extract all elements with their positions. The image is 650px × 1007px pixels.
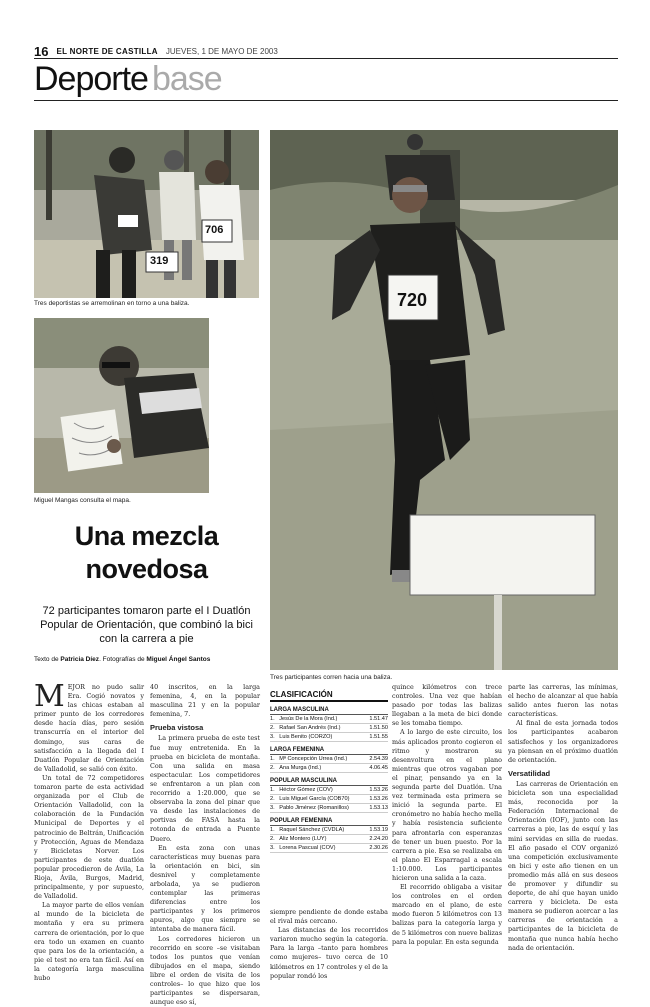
deck: 72 participantes tomaron parte el I Duatlón Popular de Orientación, que combinó la bici con la carrera a pie [40,605,253,645]
subhead: Versatilidad [508,768,551,778]
byline-prefix: Texto de [34,656,59,663]
paragraph: Al final de esta jornada todos los participantes acabaron satisfechos y los organizadores ya piensan en el próximo duatlón de orientación. [508,719,618,764]
table-row: 1. Raquel Sánchez (CVDLA) 1.53.19 [270,827,388,833]
section-sub: base [151,60,222,98]
bib-number: 706 [205,224,224,236]
classification-title: CLASIFICACIÓN [270,690,388,702]
group-header: POPULAR FEMENINA [270,818,388,826]
group-larga-masculina [270,707,388,742]
group-header: LARGA FEMENINA [270,747,388,755]
photo-map-reading [34,318,209,493]
group-header: POPULAR MASCULINA [270,778,388,786]
paragraph: Las distancias de los recorridos variaron mucho según la categoría. Para la larga –tanto para hombres como mujeres– tuvo cerca de 10 kilómetros en 17 controles y el de la popular rondó los [270,926,388,980]
classification-table [270,690,388,853]
article-column-3 [270,908,388,980]
newspaper-name: EL NORTE DE CASTILLA [56,46,158,56]
photo-athletes-illustration [34,130,259,298]
headline-line-2: novedosa [85,554,208,584]
paragraph: La primera prueba de este test fue muy entretenida. En la prueba en bicicleta de montaña. Con una salida en masa espectacular. Los competidores se enfrentaron a un plan con recorrido a 1:20.000, que se observaba la zona del pinar que va desde las instalaciones de portivas de FASA hasta la rotonda de entrada a Puente Duero. [150,734,260,843]
bib-number: 319 [150,255,169,267]
table-row: 2. Rafael San Andrés (Ind.) 1.51.50 [270,725,388,731]
article-column-5 [508,683,618,973]
table-row: 3. Pablo Jiménez (Romanillos) 1.53.13 [270,805,388,811]
paragraph: Las carreras de Orientación en bicicleta son una especialidad más, reconocida por la Federación Internacional de Orientación (IOF), junto con las carreras a pie, las de esquí y las mini servidas en silla de ruedas. El año pasado el COV organizó una competición exclusivamente en bici y este año tienen en un promedio más allá en sus deseos de promover y difundir su deporte, de ahí que hayan unido carrera y bicicleta. De esta manera se pudieron acercar a las carreras de orientación a participantes de la bicicleta de montaña que nunca había hecho nada de orientación. [508,779,618,952]
paragraph: EJOR no pudo salir Era. Cogió novatos y las chicas estaban al primer punto de los corredores desde hacía días, pero sesión transcurría en el interior del domingo, sus caras de satisfacción a la llegada del I Duatlón Popular de Orientación de Valladolid, se salió con éxito. [34,683,144,773]
photo-runner [270,130,618,670]
table-row: 3. Luis Benito (CORZO) 1.51.55 [270,734,388,740]
table-row: 2. Luis Miguel García (COB70) 1.53.26 [270,796,388,802]
headline-line-1: Una mezcla [74,521,219,551]
paragraph: quince kilómetros con trece controles. Una vez que habían pasado por todas las balizas llegaban a la meta de bici donde se les tomaba tiempo. [392,683,502,728]
article-column-1 [34,679,144,982]
paragraph: siempre pendiente de donde estaba el rival más cercano. [270,908,388,926]
paragraph: El recorrido obligaba a visitar los controles en el orden marcado en el plano, de este modo fueron 5 kilómetros con 13 balizas para la categoría larga y de 5 kilómetros con nueve balizas para la popular. En esta segunda [392,883,502,946]
paragraph: A lo largo de este circuito, los más aplicados pronto cogieron el ritmo y mostraron su desenvoltura en el plano mientras que otros vagaban por el pinar, pensando ya en la segunda parte del Duatlón. Una vez terminada esta primera se inició la segunda parte. El cronómetro no había hecho mella y había resistencia suficiente para afrontarla con esperanzas de tener un buen puesto. Por la carrera a pie. Esa se realizaba en el plano El Esparragal a escala 1:10.000. Los participantes hicieron una salida a la caza. [392,728,502,882]
issue-date: JUEVES, 1 DE MAYO DE 2003 [165,46,278,56]
paragraph: En esta zona con unas características muy buenas para la orientación en bici, sin desnivel y completamente arbolada, ya se pudieron contemplar las primeras diferencias entre los participantes y los primeros apuros, algo que siempre se intentaba de manera fácil. [150,843,260,934]
section-main: Deporte [34,60,148,98]
photo1-caption: Tres deportistas se arremolinan en torno a una baliza. [34,300,190,307]
section-title [34,60,222,100]
paragraph: Un total de 72 competidores tomaron parte de esta actividad organizada por el Club de Orientación Valladolid, con la colaboración de la Fundación Municipal de Deportes y el patrocinio de Beltrán, Unificación y Protección, Aguas de Mendaza y Bicicletas Norver. Los participantes de este duatlón popular procedieron de Ávila, La Rioja, Ávila, Burgos, Madrid, principalmente, y por supuesto, de Valladolid. [34,773,144,901]
photo3-caption: Tres participantes corren hacia una baliza. [270,674,393,681]
table-row: 3. Lorena Pascual (COV) 2.30.26 [270,845,388,851]
group-header: LARGA MASCULINA [270,707,388,715]
bib-number: 720 [397,290,428,310]
photo2-caption: Miguel Mangas consulta el mapa. [34,497,131,504]
drop-cap: M [34,679,65,714]
table-row: 1. Mª Concepción Urrea (Ind.) 2.54.39 [270,756,388,762]
section-rule [34,100,618,101]
article-column-4 [392,683,502,973]
byline [34,656,259,663]
paragraph: Los corredores hicieron un recorrido en score –se visitaban todos los puntos que venían dibujados en el mapa, siendo libre el orden de visita de los controles– lo que hizo que los participantes se dispersaran, aunque eso sí, [150,934,260,1007]
table-row: 1. Héctor Gómez (COV) 1.53.26 [270,787,388,793]
byline-mid: . Fotografías de [99,656,145,663]
page-number: 16 [34,43,49,59]
table-row: 2. Aliz Montero (LUY) 2.24.20 [270,836,388,842]
byline-author: Patricia Díez [60,656,100,663]
subhead: Prueba vistosa [150,723,204,733]
photo-runner-illustration [270,130,618,670]
photo-map-illustration [34,318,209,493]
headline [34,520,259,586]
byline-photographer: Miguel Ángel Santos [146,656,211,663]
table-row: 2. Ana Murga (Ind.) 4.06.45 [270,765,388,771]
group-popular-masculina [270,778,388,813]
table-row: 1. Jesús De la Mora (Ind.) 1.51.47 [270,716,388,722]
photo-athletes-at-control [34,130,259,298]
paragraph: parte las carreras, las mínimas, el hecho de alcanzar al que había salido antes fueron las notas características. [508,683,618,719]
page-header [34,44,618,58]
article-column-2 [150,683,260,1007]
paragraph: La mayor parte de ellos venían al mundo de la bicicleta de montaña y era su primera carrera de orientación, por lo que era todo un examen en cuanto que para los de la orientación, a pie el test no era tan fácil. Así en la categoría larga masculina hubo [34,901,144,982]
group-larga-femenina [270,747,388,773]
group-popular-femenina [270,818,388,853]
header-rule [34,58,618,59]
paragraph: 40 inscritos, en la larga femenina, 4, en la popular masculina 21 y en la popular femenina, 7. [150,683,260,719]
